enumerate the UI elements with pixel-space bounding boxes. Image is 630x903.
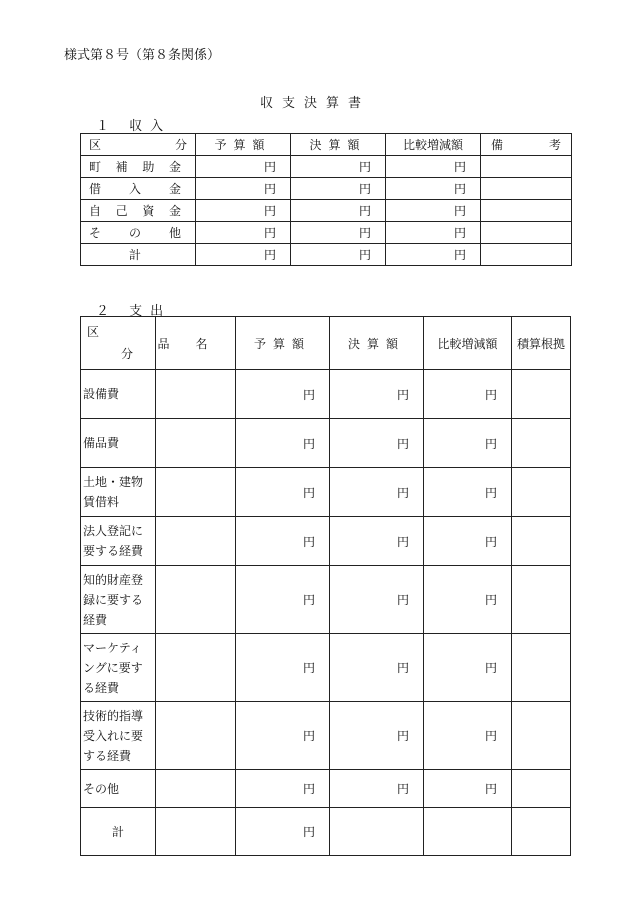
income-comparison-cell[interactable]: 円: [386, 178, 481, 200]
expense-settlement-cell[interactable]: 円: [330, 468, 424, 517]
income-settlement-cell[interactable]: 円: [291, 178, 386, 200]
expense-category: 技術的指導 受入れに要 する経費: [81, 702, 156, 770]
income-budget-cell[interactable]: 円: [196, 222, 291, 244]
income-header-note: [481, 134, 572, 156]
income-total-budget[interactable]: 円: [196, 244, 291, 266]
expense-category: 知的財産登 録に要する 経費: [81, 566, 156, 634]
expense-header-category-top: 区: [87, 325, 100, 339]
income-note-cell[interactable]: [481, 222, 572, 244]
expense-comparison-cell[interactable]: 円: [424, 770, 512, 808]
expense-item-name-cell[interactable]: [156, 468, 236, 517]
expense-header-comparison: 比較増減額: [424, 317, 512, 370]
expense-category: その他: [81, 770, 156, 808]
income-header-note-left: 備: [491, 138, 504, 152]
income-settlement-cell[interactable]: 円: [291, 156, 386, 178]
income-budget-cell[interactable]: 円: [196, 178, 291, 200]
expense-section-title: ２ 支出: [96, 304, 172, 319]
income-comparison-cell[interactable]: 円: [386, 156, 481, 178]
expense-header-basis: 積算根拠: [512, 317, 571, 370]
income-total-comparison[interactable]: 円: [386, 244, 481, 266]
expense-basis-cell[interactable]: [512, 468, 571, 517]
expense-header-budget: 予算額: [236, 317, 330, 370]
income-budget-cell[interactable]: 円: [196, 200, 291, 222]
expense-item-name-cell[interactable]: [156, 702, 236, 770]
expense-settlement-cell[interactable]: 円: [330, 566, 424, 634]
expense-row: [81, 517, 571, 566]
expense-category: 設備費: [81, 370, 156, 419]
form-number: 様式第８号（第８条関係）: [64, 48, 221, 63]
expense-total-basis[interactable]: [512, 808, 571, 856]
expense-header-row: [81, 317, 571, 370]
income-section-title: １ 収入: [96, 119, 172, 134]
expense-row: [81, 634, 571, 702]
income-total-settlement[interactable]: 円: [291, 244, 386, 266]
expense-comparison-cell[interactable]: 円: [424, 566, 512, 634]
income-category: 町補助金: [81, 156, 196, 178]
expense-item-name-cell[interactable]: [156, 419, 236, 468]
income-header-row: [81, 134, 572, 156]
income-total-note[interactable]: [481, 244, 572, 266]
expense-category: 土地・建物 賃借料: [81, 468, 156, 517]
expense-row: [81, 468, 571, 517]
expense-comparison-cell[interactable]: 円: [424, 419, 512, 468]
income-comparison-cell[interactable]: 円: [386, 222, 481, 244]
expense-total-comparison[interactable]: [424, 808, 512, 856]
expense-settlement-cell[interactable]: 円: [330, 634, 424, 702]
income-table: [80, 133, 572, 266]
income-settlement-cell[interactable]: 円: [291, 200, 386, 222]
expense-basis-cell[interactable]: [512, 634, 571, 702]
income-row: [81, 156, 572, 178]
expense-settlement-cell[interactable]: 円: [330, 517, 424, 566]
document-title: 収支決算書: [259, 96, 370, 111]
expense-comparison-cell[interactable]: 円: [424, 370, 512, 419]
income-category: 自己資金: [81, 200, 196, 222]
expense-item-name-cell[interactable]: [156, 566, 236, 634]
income-header-note-right: 考: [548, 138, 561, 152]
expense-row: [81, 566, 571, 634]
expense-item-name-cell[interactable]: [156, 634, 236, 702]
expense-total-item-name[interactable]: [156, 808, 236, 856]
expense-budget-cell[interactable]: 円: [236, 702, 330, 770]
expense-comparison-cell[interactable]: 円: [424, 468, 512, 517]
expense-comparison-cell[interactable]: 円: [424, 517, 512, 566]
expense-settlement-cell[interactable]: 円: [330, 702, 424, 770]
income-note-cell[interactable]: [481, 178, 572, 200]
income-category: 借入金: [81, 178, 196, 200]
expense-total-budget[interactable]: 円: [236, 808, 330, 856]
expense-budget-cell[interactable]: 円: [236, 370, 330, 419]
expense-budget-cell[interactable]: 円: [236, 770, 330, 808]
income-header-category-right: 分: [174, 138, 187, 152]
expense-comparison-cell[interactable]: 円: [424, 702, 512, 770]
income-row: [81, 178, 572, 200]
expense-basis-cell[interactable]: [512, 419, 571, 468]
expense-header-category-bottom: 分: [121, 347, 134, 361]
expense-category: 法人登記に 要する経費: [81, 517, 156, 566]
expense-settlement-cell[interactable]: 円: [330, 370, 424, 419]
income-note-cell[interactable]: [481, 156, 572, 178]
expense-budget-cell[interactable]: 円: [236, 517, 330, 566]
expense-budget-cell[interactable]: 円: [236, 566, 330, 634]
income-note-cell[interactable]: [481, 200, 572, 222]
income-total-label: 計: [81, 244, 196, 266]
expense-item-name-cell[interactable]: [156, 370, 236, 419]
income-header-comparison: 比較増減額: [386, 134, 481, 156]
expense-table: [80, 316, 571, 856]
expense-comparison-cell[interactable]: 円: [424, 634, 512, 702]
expense-header-item-name: 品名: [156, 317, 236, 370]
expense-row: [81, 419, 571, 468]
expense-total-row: [81, 808, 571, 856]
income-header-category-left: 区: [89, 138, 102, 152]
expense-item-name-cell[interactable]: [156, 770, 236, 808]
expense-item-name-cell[interactable]: [156, 517, 236, 566]
expense-budget-cell[interactable]: 円: [236, 634, 330, 702]
expense-budget-cell[interactable]: 円: [236, 419, 330, 468]
income-header-settlement: 決算額: [291, 134, 386, 156]
expense-basis-cell[interactable]: [512, 770, 571, 808]
expense-row: [81, 770, 571, 808]
expense-row: [81, 370, 571, 419]
income-header-category: [81, 134, 196, 156]
income-total-row: [81, 244, 572, 266]
expense-row: [81, 702, 571, 770]
expense-total-settlement[interactable]: [330, 808, 424, 856]
expense-category: 備品費: [81, 419, 156, 468]
income-category: その他: [81, 222, 196, 244]
income-header-budget: 予算額: [196, 134, 291, 156]
expense-header-settlement: 決算額: [330, 317, 424, 370]
income-settlement-cell[interactable]: 円: [291, 222, 386, 244]
expense-settlement-cell[interactable]: 円: [330, 770, 424, 808]
income-comparison-cell[interactable]: 円: [386, 200, 481, 222]
expense-basis-cell[interactable]: [512, 370, 571, 419]
expense-total-label: 計: [81, 808, 156, 856]
expense-header-category: [81, 317, 156, 370]
expense-basis-cell[interactable]: [512, 517, 571, 566]
expense-category: マーケティ ングに要す る経費: [81, 634, 156, 702]
income-row: [81, 200, 572, 222]
expense-settlement-cell[interactable]: 円: [330, 419, 424, 468]
expense-basis-cell[interactable]: [512, 702, 571, 770]
expense-basis-cell[interactable]: [512, 566, 571, 634]
income-row: [81, 222, 572, 244]
income-budget-cell[interactable]: 円: [196, 156, 291, 178]
expense-budget-cell[interactable]: 円: [236, 468, 330, 517]
